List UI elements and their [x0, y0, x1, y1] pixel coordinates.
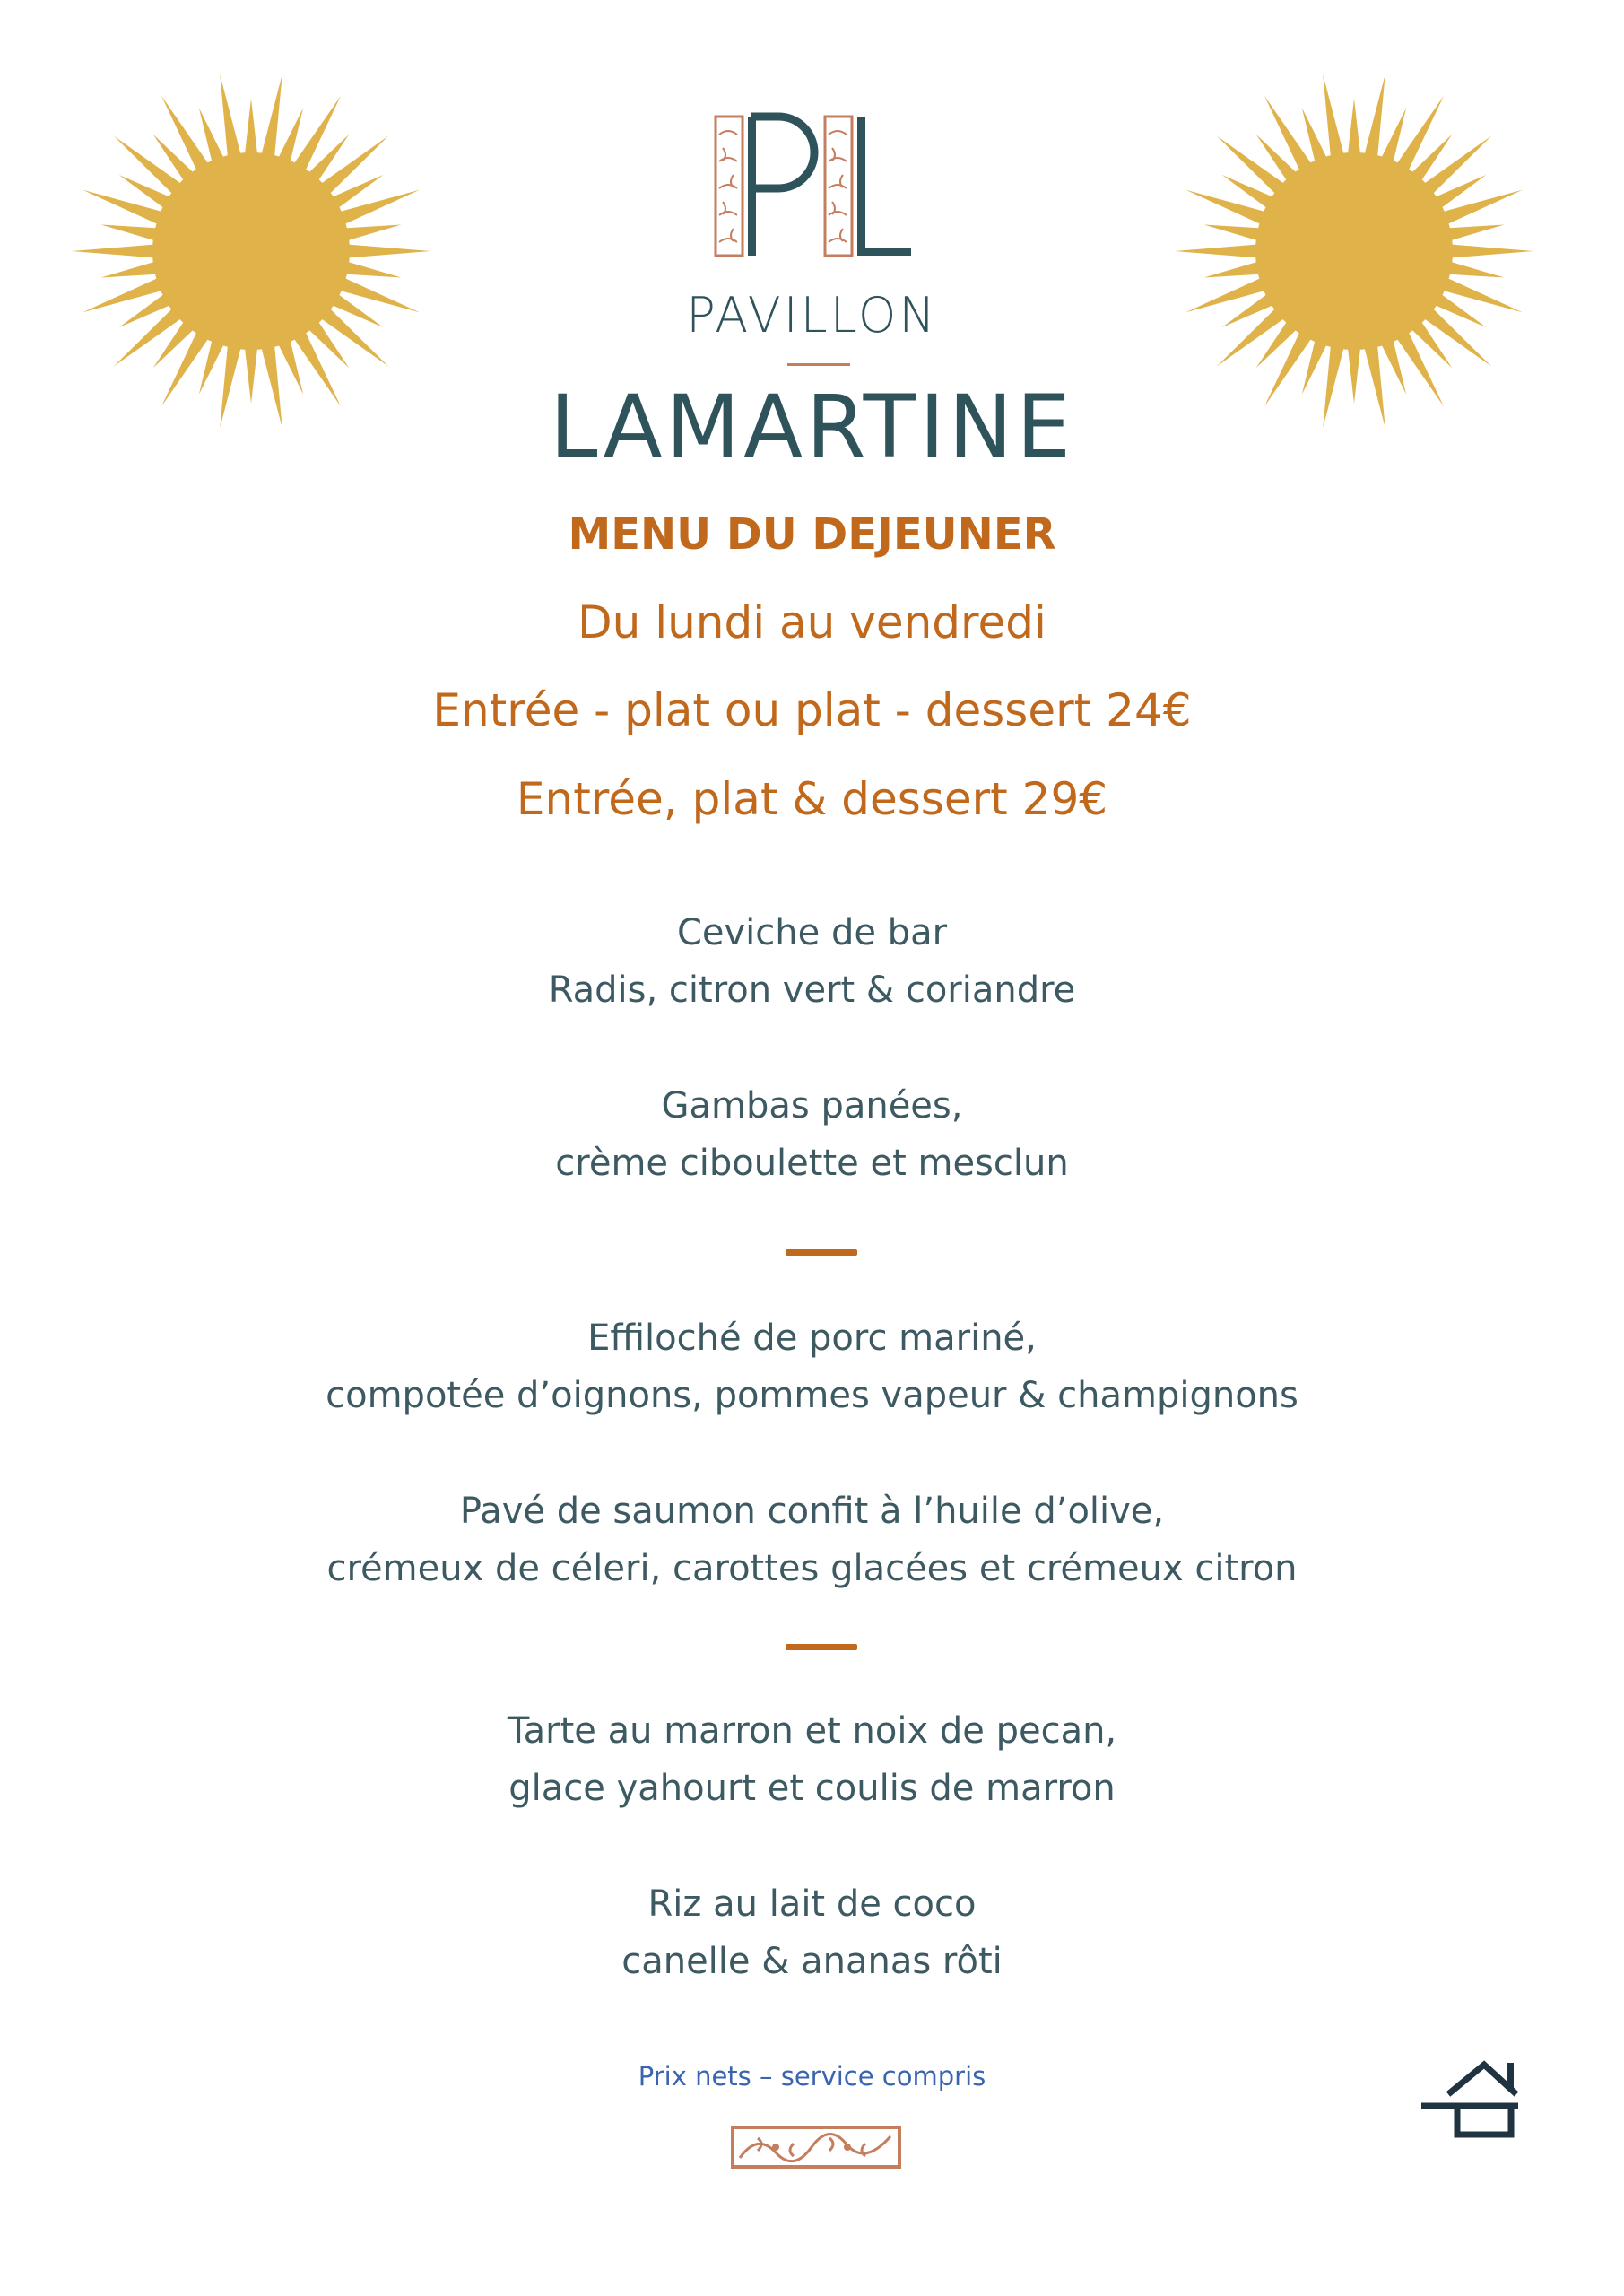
- sun-ray: [1175, 243, 1269, 258]
- pl-monogram-logo: [708, 112, 924, 265]
- sun-ray: [72, 243, 166, 258]
- dish-description: crémeux de céleri, carottes glacées et crémeux citron: [326, 1548, 1298, 1589]
- dish-description: canelle & ananas rôti: [621, 1941, 1003, 1982]
- dish-name: Tarte au marron et noix de pecan,: [507, 1710, 1117, 1752]
- main-item: [0, 1483, 1624, 1597]
- section-divider: [786, 1644, 857, 1650]
- sun-ray: [1439, 243, 1533, 258]
- dish-description: crème ciboulette et mesclun: [555, 1143, 1069, 1184]
- menu-price-option-2: Entrée, plat & dessert 29€: [516, 773, 1108, 825]
- dessert-item: [0, 1875, 1624, 1990]
- menu-days: Du lundi au vendredi: [578, 596, 1046, 648]
- dish-name: Ceviche de bar: [676, 912, 948, 953]
- sun-ray: [336, 243, 430, 258]
- dish-name: Effiloché de porc mariné,: [587, 1318, 1037, 1359]
- dish-name: Riz au lait de coco: [647, 1883, 977, 1925]
- brand-name-bottom: LAMARTINE: [550, 377, 1074, 477]
- brand-name-top: PAVILLON: [686, 287, 938, 344]
- starter-item: [0, 904, 1624, 1019]
- menu-price-option-1: Entrée - plat ou plat - dessert 24€: [432, 684, 1192, 736]
- main-item: [0, 1309, 1624, 1424]
- dish-name: Gambas panées,: [661, 1085, 963, 1126]
- menu-title: MENU DU DEJEUNER: [568, 509, 1056, 560]
- dish-description: Radis, citron vert & coriandre: [548, 970, 1076, 1011]
- section-divider: [786, 1249, 857, 1256]
- floral-ornament-icon: [731, 2126, 901, 2169]
- home-icon: [1421, 2054, 1529, 2144]
- brand-divider: [787, 363, 850, 366]
- dessert-item: [0, 1702, 1624, 1817]
- dish-description: compotée d’oignons, pommes vapeur & champignons: [326, 1375, 1298, 1416]
- dish-name: Pavé de saumon confit à l’huile d’olive,: [459, 1491, 1165, 1532]
- starter-item: [0, 1077, 1624, 1192]
- dish-description: glace yahourt et coulis de marron: [508, 1768, 1116, 1809]
- footer-note: Prix nets – service compris: [638, 2061, 986, 2092]
